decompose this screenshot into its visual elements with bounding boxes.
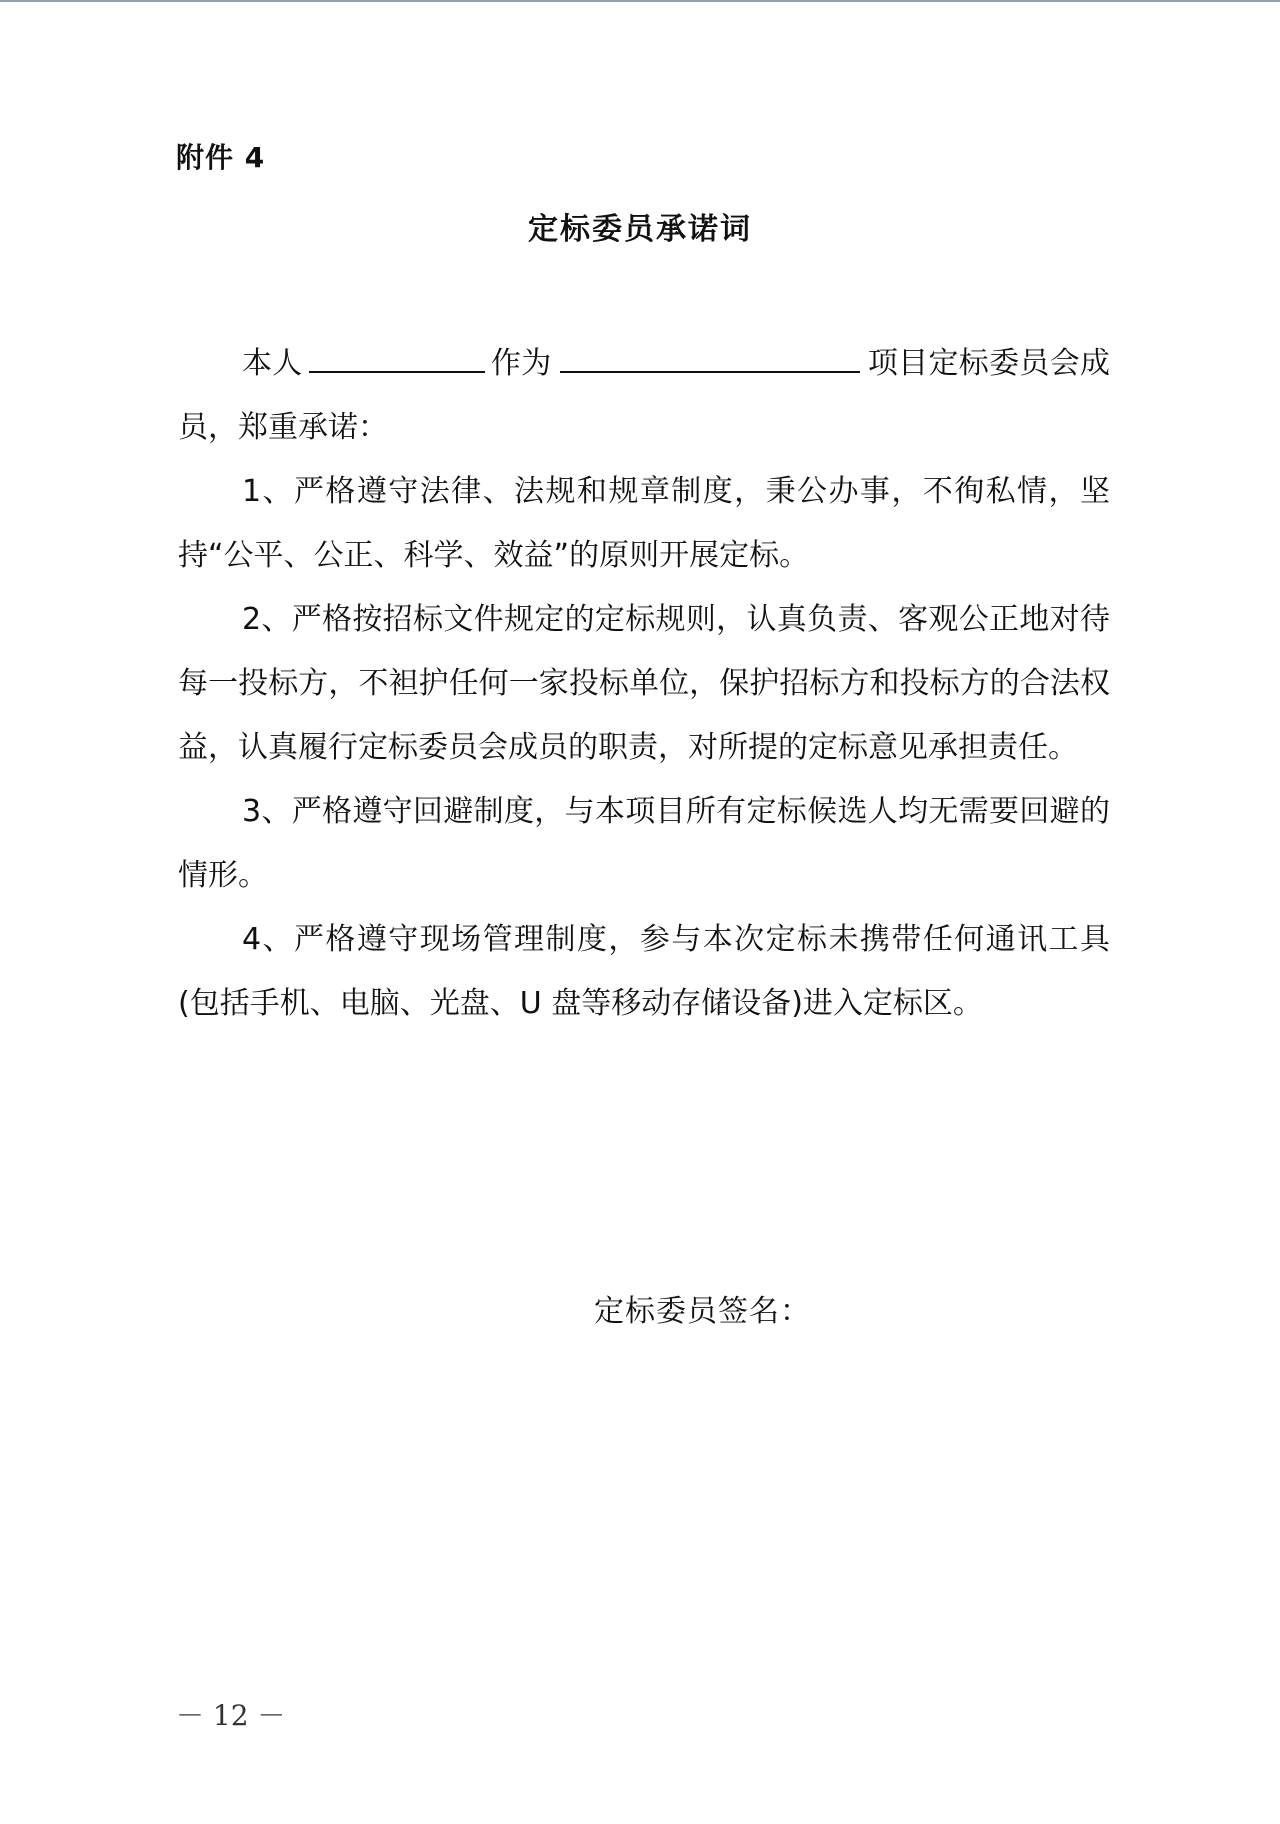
intro-middle: 作为: [490, 346, 552, 381]
clause-4: 4、严格遵守现场管理制度，参与本次定标未携带任何通讯工具(包括手机、电脑、光盘、U 盘等移动存储设备)进入定标区。: [178, 922, 1110, 1021]
intro-prefix: 本人: [242, 346, 303, 381]
scan-top-edge: [0, 0, 1280, 2]
intro-paragraph: [178, 332, 1110, 460]
document-body: [178, 332, 1110, 1036]
clause-2: 2、严格按招标文件规定的定标规则，认真负责、客观公正地对待每一投标方，不袒护任何一家投标单位，保护招标方和投标方的合法权益，认真履行定标委员会成员的职责，对所提的定标意见承担责任。: [178, 602, 1110, 765]
clause-1: 1、严格遵守法律、法规和规章制度，秉公办事，不徇私情，坚持“公平、公正、科学、效益”的原则开展定标。: [178, 474, 1110, 573]
document-title: 定标委员承诺词: [528, 212, 752, 247]
signature-label: 定标委员签名：: [594, 1294, 811, 1329]
attachment-label: 附件 4: [176, 141, 266, 174]
name-blank-field: [309, 341, 485, 373]
intro-suffix: 项目定标委员会成员，郑重承诺：: [178, 346, 1111, 445]
clause-3: 3、严格遵守回避制度，与本项目所有定标候选人均无需要回避的情形。: [178, 794, 1110, 893]
page-number: － 12 －: [176, 1699, 286, 1732]
project-blank-field: [560, 341, 860, 373]
